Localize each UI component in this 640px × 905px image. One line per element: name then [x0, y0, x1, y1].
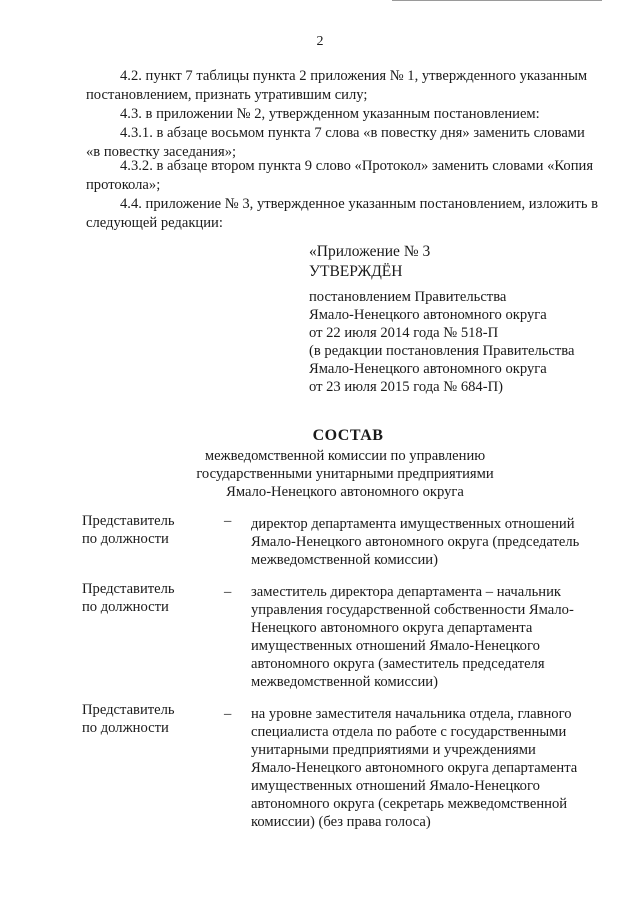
amendment-4-4 — [86, 195, 616, 233]
member-description — [251, 583, 621, 691]
member-role — [82, 701, 212, 737]
decree-line: постановлением Правительства — [309, 289, 507, 305]
amendment-line: следующей редакции: — [86, 215, 223, 231]
desc-line: имущественных отношений Ямало-Ненецкого — [251, 778, 540, 794]
appendix-approval-block — [309, 242, 609, 396]
role-line: по должности — [82, 720, 169, 736]
desc-line: автономного округа (заместитель председателя — [251, 656, 545, 672]
appendix-header — [309, 242, 609, 282]
amendment-line: постановлением, признать утратившим силу; — [86, 87, 368, 103]
desc-line: Ненецкого автономного округа департамента — [251, 620, 533, 636]
page-number: 2 — [316, 34, 324, 49]
desc-line: имущественных отношений Ямало-Ненецкого — [251, 638, 540, 654]
approved-label: УТВЕРЖДЁН — [309, 263, 403, 280]
desc-line: директор департамента имущественных отношений — [251, 516, 575, 532]
amendment-line: протокола»; — [86, 177, 161, 193]
subtitle-line: Ямало-Ненецкого автономного округа — [226, 484, 464, 500]
role-line: Представитель — [82, 581, 175, 597]
composition-subtitle — [0, 447, 640, 501]
role-line: по должности — [82, 599, 169, 615]
amendment-4-2 — [86, 67, 616, 105]
role-line: по должности — [82, 531, 169, 547]
desc-line: межведомственной комиссии) — [251, 674, 438, 690]
desc-line: управления государственной собственности Ямало- — [251, 602, 574, 618]
member-dash: – — [224, 584, 232, 600]
desc-line: Ямало-Ненецкого автономного округа департамента — [251, 760, 578, 776]
subtitle-line: государственными унитарными предприятиями — [196, 466, 494, 482]
amendment-4-3-2 — [86, 157, 616, 195]
amendment-line: 4.3.1. в абзаце восьмом пункта 7 слова «в повестку дня» заменить словами — [120, 125, 585, 141]
role-line: Представитель — [82, 513, 175, 529]
member-row — [82, 512, 622, 572]
top-rule-line — [392, 0, 602, 1]
desc-line: межведомственной комиссии) — [251, 552, 438, 568]
desc-line: специалиста отдела по работе с государственными — [251, 724, 567, 740]
member-role — [82, 512, 212, 548]
decree-line: Ямало-Ненецкого автономного округа — [309, 307, 547, 323]
decree-line: (в редакции постановления Правительства — [309, 343, 575, 359]
desc-line: заместитель директора департамента – начальник — [251, 584, 562, 600]
member-description — [251, 705, 621, 831]
desc-line: автономного округа (секретарь межведомственной — [251, 796, 568, 812]
desc-line: унитарными предприятиями и учреждениями — [251, 742, 536, 758]
decree-line: от 23 июля 2015 года № 684-П) — [309, 379, 503, 395]
desc-line: комиссии) (без права голоса) — [251, 814, 431, 830]
decree-reference — [309, 288, 609, 396]
amendment-line: 4.2. пункт 7 таблицы пункта 2 приложения № 1, утвержденного указанным — [120, 68, 588, 84]
role-line: Представитель — [82, 702, 175, 718]
member-dash: – — [224, 513, 232, 529]
amendment-line: 4.3. в приложении № 2, утвержденном указанным постановлением: — [120, 106, 540, 122]
desc-line: Ямало-Ненецкого автономного округа (председатель — [251, 534, 580, 550]
member-row — [82, 580, 622, 692]
composition-title: СОСТАВ — [312, 427, 384, 444]
subtitle-line: межведомственной комиссии по управлению — [204, 448, 486, 464]
appendix-title: «Приложение № 3 — [309, 243, 431, 260]
amendment-line: «в повестку заседания»; — [86, 144, 237, 160]
member-row — [82, 701, 622, 831]
member-description — [251, 515, 621, 569]
decree-line: от 22 июля 2014 года № 518-П — [309, 325, 499, 341]
amendment-line: 4.3.2. в абзаце втором пункта 9 слово «Протокол» заменить словами «Копия — [120, 158, 594, 174]
desc-line: на уровне заместителя начальника отдела, главного — [251, 706, 572, 722]
amendment-line: 4.4. приложение № 3, утвержденное указанным постановлением, изложить в — [120, 196, 599, 212]
amendment-4-3 — [86, 105, 616, 124]
member-role — [82, 580, 212, 616]
decree-line: Ямало-Ненецкого автономного округа — [309, 361, 547, 377]
member-dash: – — [224, 706, 232, 722]
